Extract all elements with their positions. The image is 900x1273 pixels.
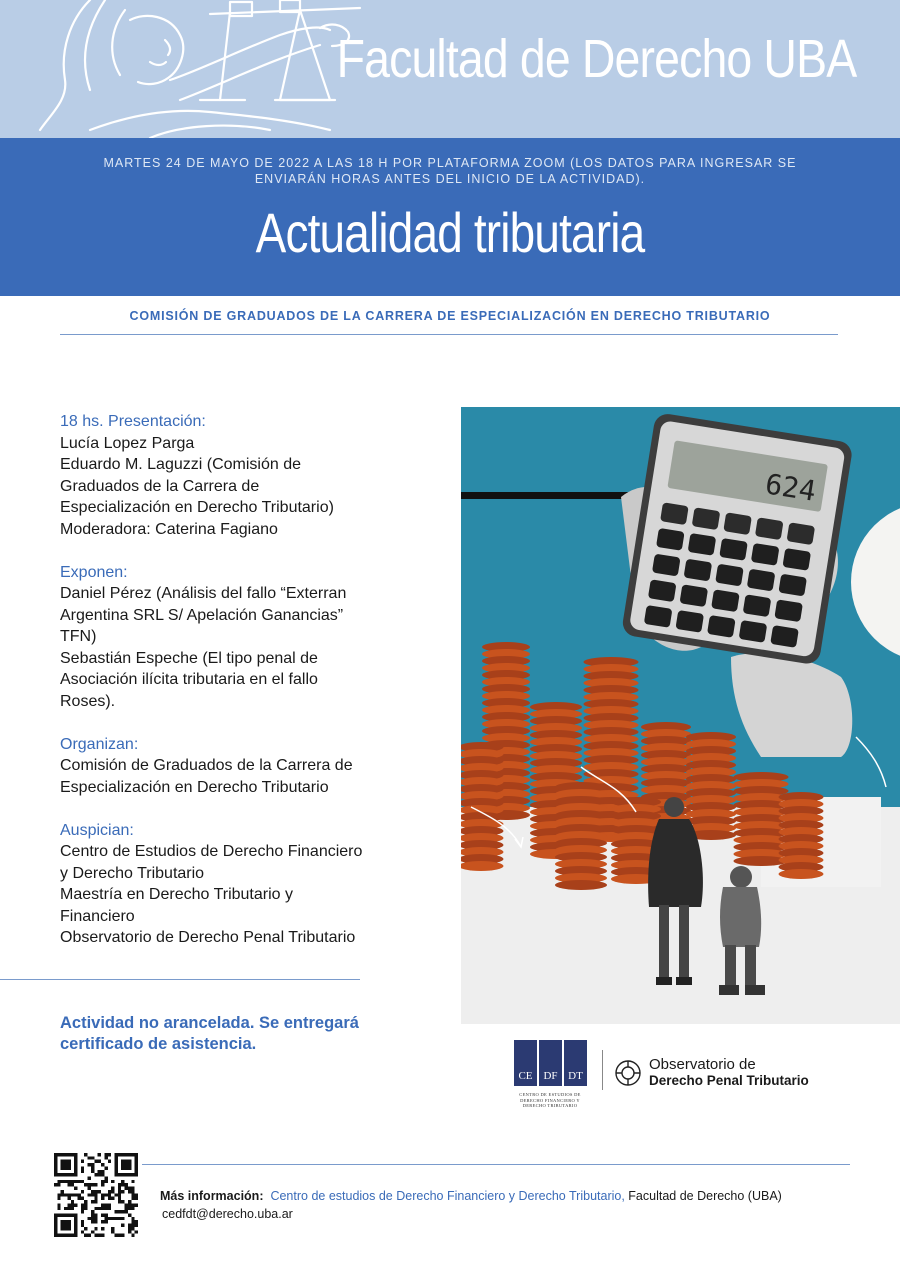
presentation-section (60, 411, 405, 540)
divider (0, 979, 360, 980)
divider (60, 334, 838, 335)
program-line: Financiero (60, 907, 135, 925)
program-line: y Derecho Tributario (60, 864, 205, 882)
school-title: Facultad de Derecho UBA (336, 29, 856, 89)
program-line: Roses). (60, 692, 116, 710)
event-header-band (0, 138, 900, 296)
program-line: Observatorio de Derecho Penal Tributario (60, 929, 356, 946)
event-title: Actualidad tributaria (255, 201, 645, 264)
logo-block: DT (564, 1040, 587, 1086)
program-line: Maestría en Derecho Tributario y (60, 886, 293, 903)
section-heading: Auspician: (60, 821, 134, 839)
program-line: Lucía Lopez Parga (60, 434, 195, 452)
more-info-tail: Facultad de Derecho (UBA) (628, 1189, 782, 1203)
calculator-coins-collage (461, 407, 900, 1024)
program-line: Sebastián Espeche (El tipo penal de (60, 649, 318, 667)
more-info-line (160, 1189, 782, 1203)
commission-subtitle: COMISIÓN DE GRADUADOS DE LA CARRERA DE ESPECIALIZACIÓN EN DERECHO TRIBUTARIO (129, 309, 771, 323)
collage-illustration (461, 407, 900, 1024)
cedfdt-logo (512, 1040, 588, 1120)
logo-block: CE (514, 1040, 537, 1086)
program-line: TFN) (60, 628, 97, 645)
program-line: Eduardo M. Laguzzi (Comisión de (60, 456, 302, 473)
program-line: Especialización en Derecho Tributario) (60, 499, 334, 516)
program-line: Graduados de la Carrera de (60, 477, 260, 495)
logo-block: DF (539, 1040, 562, 1086)
divider (142, 1164, 850, 1165)
section-heading: 18 hs. Presentación: (60, 413, 206, 430)
more-info-link[interactable]: Centro de estudios de Derecho Financiero y Derecho Tributario, (270, 1189, 625, 1203)
program-line: Comisión de Graduados de la Carrera de (60, 757, 353, 774)
observatorio-emblem-icon (614, 1059, 642, 1087)
program-details (60, 411, 405, 970)
speakers-section (60, 562, 405, 713)
program-line: Daniel Pérez (Análisis del fallo “Exterran (60, 585, 347, 602)
sponsors-section (60, 820, 405, 949)
section-heading: Organizan: (60, 735, 139, 753)
observatorio-line2: Derecho Penal Tributario (649, 1073, 809, 1088)
organizers-section (60, 734, 405, 799)
more-info-label: Más información: (160, 1189, 264, 1203)
qr-code[interactable] (54, 1153, 138, 1237)
free-activity-note: Actividad no arancelada. Se entregará certificado de asistencia. (60, 1014, 359, 1053)
header-top-banner (0, 0, 900, 138)
contact-email[interactable]: cedfdt@derecho.uba.ar (162, 1207, 293, 1221)
program-line: Especialización en Derecho Tributario (60, 778, 329, 796)
logo-separator (602, 1050, 603, 1090)
observatorio-line1: Observatorio de (649, 1056, 756, 1073)
program-line: Argentina SRL S/ Apelación Ganancias” (60, 606, 344, 624)
logo-subtitle: CENTRO DE ESTUDIOS DE DERECHO FINANCIERO Y DERECHO TRIBUTARIO (519, 1092, 581, 1108)
section-heading: Exponen: (60, 563, 128, 581)
program-line: Moderadora: Caterina Fagiano (60, 520, 278, 538)
program-line: Centro de Estudios de Derecho Financiero (60, 843, 363, 860)
program-line: Asociación ilícita tributaria en el fallo (60, 671, 318, 688)
calculator-display: 624 (763, 467, 819, 508)
event-date-line: MARTES 24 DE MAYO DE 2022 A LAS 18 H POR PLATAFORMA ZOOM (LOS DATOS PARA INGRESAR SE ENVIARÁN HORAS ANTES DEL INICIO DE LA ACTIVIDAD). (103, 156, 797, 186)
